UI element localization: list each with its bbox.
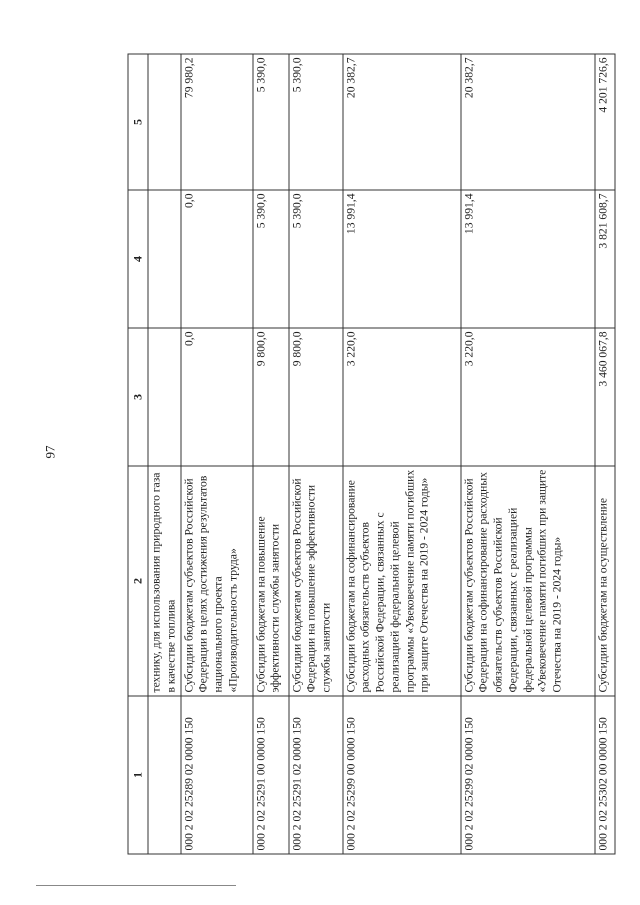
amount-cell: 5 390,0 xyxy=(253,190,289,328)
amount-cell: 0,0 xyxy=(181,328,253,466)
amount-cell: 20 382,7 xyxy=(461,54,595,190)
amount-cell: 20 382,7 xyxy=(343,54,461,190)
table-row xyxy=(461,54,595,854)
amount-cell: 3 460 067,8 xyxy=(595,328,615,466)
amount-cell: 3 220,0 xyxy=(461,328,595,466)
description-cell: Субсидии бюджетам субъектов Российской Федерации на софинансирование расходных обязательств субъектов Российской Федерации, связанных с реализацией федеральной целевой программы «Увековечение памяти погибших при защите Отечества на 2019 - 2024 годы» xyxy=(461,466,595,696)
table-row xyxy=(595,54,615,854)
table-row xyxy=(181,54,253,854)
budget-code-cell: 000 2 02 25299 02 0000 150 xyxy=(461,696,595,854)
column-header: 4 xyxy=(128,190,148,328)
budget-code-cell: 000 2 02 25289 02 0000 150 xyxy=(181,696,253,854)
amount-cell xyxy=(148,54,180,190)
budget-code-cell: 000 2 02 25299 00 0000 150 xyxy=(343,696,461,854)
amount-cell: 79 980,2 xyxy=(181,54,253,190)
description-cell: технику, для использования природного газа в качестве топлива xyxy=(148,466,180,696)
table-row xyxy=(253,54,289,854)
amount-cell xyxy=(148,328,180,466)
amount-cell: 5 390,0 xyxy=(289,190,343,328)
amount-cell: 5 390,0 xyxy=(253,54,289,190)
table-row xyxy=(148,54,180,854)
amount-cell: 13 991,4 xyxy=(461,190,595,328)
table-row xyxy=(343,54,461,854)
description-cell: Субсидии бюджетам на повышение эффективности службы занятости xyxy=(253,466,289,696)
description-cell: Субсидии бюджетам на осуществление xyxy=(595,466,615,696)
budget-code-cell: 000 2 02 25291 00 0000 150 xyxy=(253,696,289,854)
description-cell: Субсидии бюджетам субъектов Российской Федерации в целях достижения результатов национального проекта «Производительность труда» xyxy=(181,466,253,696)
amount-cell: 4 201 726,6 xyxy=(595,54,615,190)
amount-cell xyxy=(148,190,180,328)
table-row xyxy=(289,54,343,854)
amount-cell: 5 390,0 xyxy=(289,54,343,190)
column-header: 5 xyxy=(128,54,148,190)
budget-code-cell xyxy=(148,696,180,854)
description-cell: Субсидии бюджетам на софинансирование расходных обязательств субъектов Российской Федерации, связанных с реализацией федеральной целевой программы «Увековечение памяти погибших при защите Отечества на 2019 - 2024 годы» xyxy=(343,466,461,696)
column-header: 2 xyxy=(128,466,148,696)
column-header: 1 xyxy=(128,696,148,854)
footnote-divider xyxy=(36,885,236,886)
amount-cell: 9 800,0 xyxy=(289,328,343,466)
amount-cell: 13 991,4 xyxy=(343,190,461,328)
description-cell: Субсидии бюджетам субъектов Российской Федерации на повышение эффективности службы занятости xyxy=(289,466,343,696)
amount-cell: 3 821 608,7 xyxy=(595,190,615,328)
budget-code-cell: 000 2 02 25291 02 0000 150 xyxy=(289,696,343,854)
budget-table xyxy=(128,53,616,854)
amount-cell: 3 220,0 xyxy=(343,328,461,466)
amount-cell: 9 800,0 xyxy=(253,328,289,466)
column-header: 3 xyxy=(128,328,148,466)
amount-cell: 0,0 xyxy=(181,190,253,328)
table-header-row xyxy=(128,54,148,854)
budget-table-sheet xyxy=(128,54,615,854)
budget-code-cell: 000 2 02 25302 00 0000 150 xyxy=(595,696,615,854)
page-number: 97 xyxy=(42,445,58,459)
